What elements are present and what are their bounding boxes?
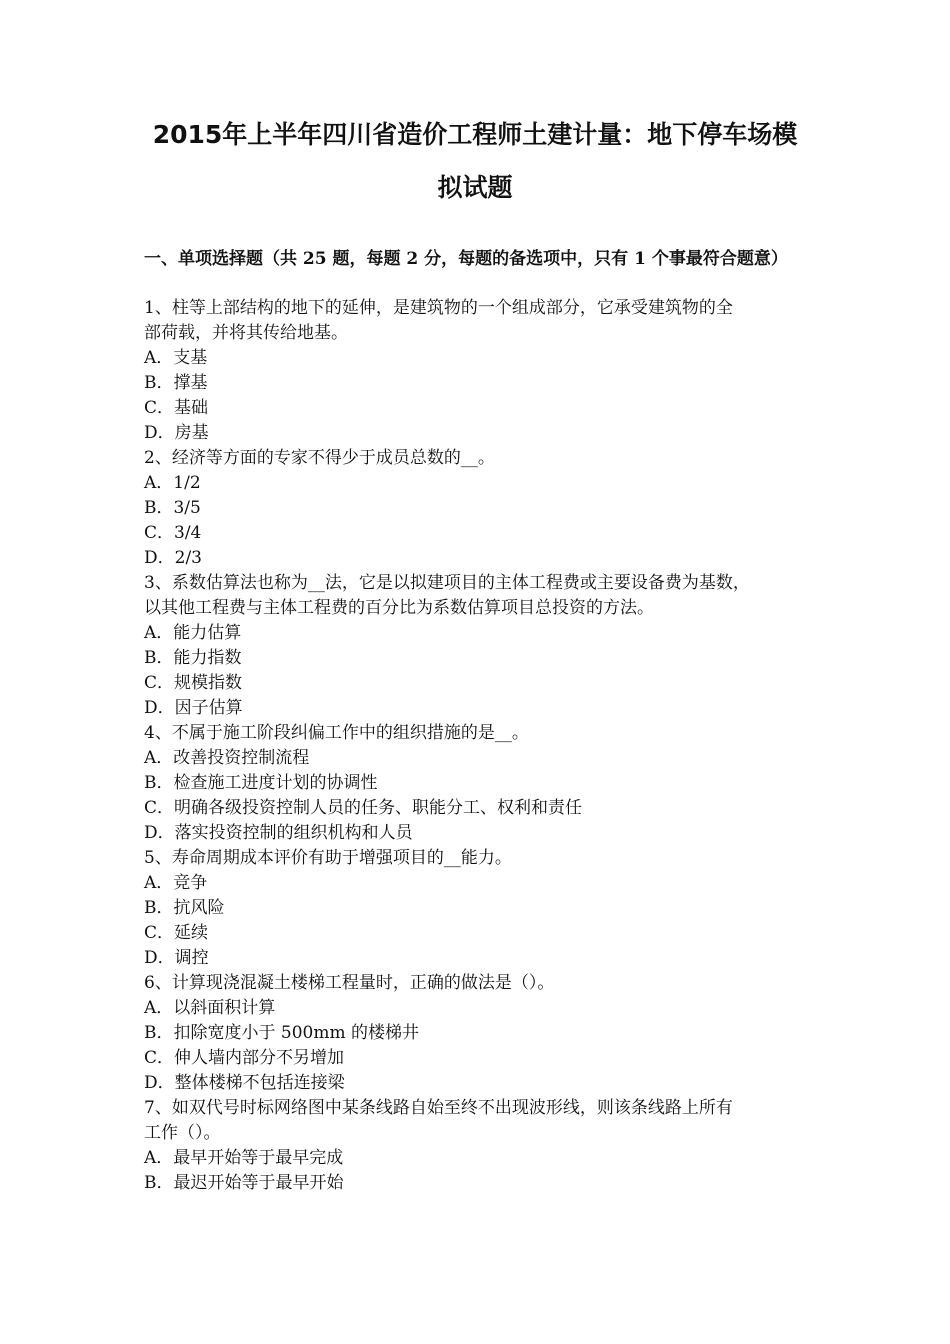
answer-option: B．能力指数 [144, 648, 242, 668]
answer-option: C．明确各级投资控制人员的任务、职能分工、权利和责任 [144, 798, 583, 818]
answer-option: A．竞争 [144, 873, 208, 893]
question-stem-line: 3、系数估算法也称为__法，它是以拟建项目的主体工程费或主要设备费为基数， [144, 573, 750, 593]
answer-option: C．3/4 [144, 523, 202, 543]
question-stem-line: 7、如双代号时标网络图中某条线路自始至终不出现波形线，则该条线路上所有 [144, 1098, 733, 1118]
section-heading: 一、单项选择题（共 25 题，每题 2 分，每题的备选项中，只有 1 个事最符合题意） [144, 249, 788, 269]
question-stem-line: 工作（）。 [144, 1123, 221, 1143]
answer-option: D．房基 [144, 423, 209, 443]
question-stem-line: 4、不属于施工阶段纠偏工作中的组织措施的是__。 [144, 723, 529, 743]
answer-option: C．基础 [144, 398, 209, 418]
question-item [144, 721, 810, 846]
answer-option: A．能力估算 [144, 623, 242, 643]
answer-option: A．支基 [144, 348, 208, 368]
question-item [144, 296, 810, 446]
document-title-line-1: 2015年上半年四川省造价工程师土建计量：地下停车场模 [152, 120, 798, 149]
answer-option: A．以斜面积计算 [144, 998, 276, 1018]
question-stem-line: 1、柱等上部结构的地下的延伸，是建筑物的一个组成部分，它承受建筑物的全 [144, 298, 733, 318]
answer-option: C．伸人墙内部分不另增加 [144, 1048, 345, 1068]
question-item [144, 571, 810, 721]
question-item [144, 446, 810, 571]
answer-option: B．检查施工进度计划的协调性 [144, 773, 378, 793]
question-stem-line: 2、经济等方面的专家不得少于成员总数的__。 [144, 448, 495, 468]
answer-option: C．规模指数 [144, 673, 243, 693]
answer-option: A．最早开始等于最早完成 [144, 1148, 344, 1168]
question-stem-line: 部荷载，并将其传给地基。 [144, 323, 348, 343]
question-item [144, 1096, 810, 1196]
question-stem-line: 6、计算现浇混凝土楼梯工程量时，正确的做法是（）。 [144, 973, 555, 993]
question-list [144, 296, 810, 1196]
answer-option: B．扣除宽度小于 500mm 的楼梯井 [144, 1023, 419, 1043]
question-stem-line: 以其他工程费与主体工程费的百分比为系数估算项目总投资的方法。 [144, 598, 654, 618]
question-item [144, 971, 810, 1096]
question-item [144, 846, 810, 971]
question-stem-line: 5、寿命周期成本评价有助于增强项目的__能力。 [144, 848, 512, 868]
answer-option: D．2/3 [144, 548, 202, 568]
document-title-line-2: 拟试题 [437, 173, 513, 202]
answer-option: D．落实投资控制的组织机构和人员 [144, 823, 413, 843]
answer-option: C．延续 [144, 923, 209, 943]
answer-option: A．1/2 [144, 473, 201, 493]
answer-option: B．抗风险 [144, 898, 225, 918]
answer-option: B．撑基 [144, 373, 208, 393]
answer-option: D．整体楼梯不包括连接梁 [144, 1073, 345, 1093]
answer-option: D．因子估算 [144, 698, 243, 718]
answer-option: A．改善投资控制流程 [144, 748, 310, 768]
answer-option: B．3/5 [144, 498, 201, 518]
answer-option: B．最迟开始等于最早开始 [144, 1173, 344, 1193]
answer-option: D．调控 [144, 948, 209, 968]
